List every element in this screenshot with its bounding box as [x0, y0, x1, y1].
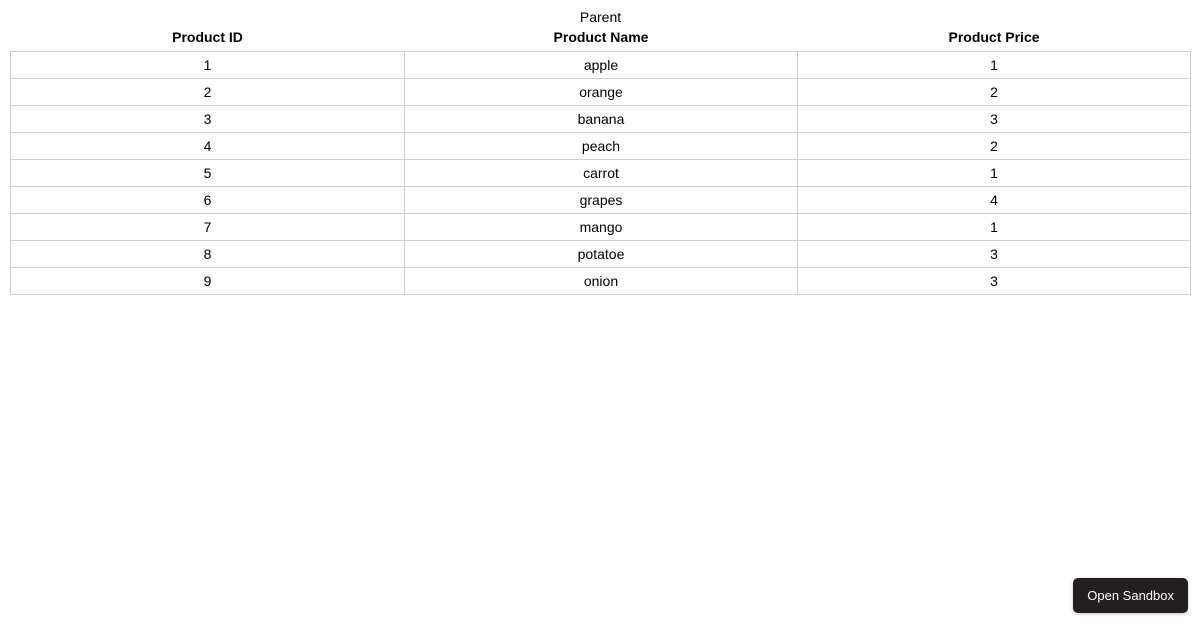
- cell-product-id: 3: [11, 106, 405, 133]
- cell-product-id: 6: [11, 187, 405, 214]
- cell-product-price: 1: [798, 160, 1191, 187]
- table-row: [11, 160, 1191, 187]
- cell-product-name: banana: [405, 106, 798, 133]
- cell-product-price: 1: [798, 214, 1191, 241]
- cell-product-price: 4: [798, 187, 1191, 214]
- column-header-product-price: Product Price: [948, 29, 1040, 45]
- cell-product-name: carrot: [405, 160, 798, 187]
- cell-product-id: 2: [11, 79, 405, 106]
- table-row: [11, 241, 1191, 268]
- cell-product-name: onion: [405, 268, 798, 295]
- cell-product-id: 9: [11, 268, 405, 295]
- table-row: [11, 268, 1191, 295]
- cell-product-name: peach: [405, 133, 798, 160]
- table-row: [11, 187, 1191, 214]
- table-caption: Parent: [579, 9, 622, 25]
- cell-product-id: 1: [11, 52, 405, 79]
- table-body: [11, 52, 1191, 295]
- cell-product-price: 3: [798, 241, 1191, 268]
- table-head: [11, 25, 1191, 52]
- cell-product-price: 3: [798, 106, 1191, 133]
- table-row: [11, 214, 1191, 241]
- cell-product-name: grapes: [405, 187, 798, 214]
- cell-product-id: 4: [11, 133, 405, 160]
- cell-product-price: 2: [798, 133, 1191, 160]
- cell-product-price: 2: [798, 79, 1191, 106]
- table-row: [11, 79, 1191, 106]
- cell-product-id: 5: [11, 160, 405, 187]
- table-row: [11, 106, 1191, 133]
- cell-product-name: apple: [405, 52, 798, 79]
- product-table: [10, 0, 1191, 295]
- column-header-product-id: Product ID: [172, 29, 243, 45]
- cell-product-name: potatoe: [405, 241, 798, 268]
- cell-product-price: 3: [798, 268, 1191, 295]
- table-header-row: [11, 25, 1191, 52]
- table-row: [11, 133, 1191, 160]
- cell-product-name: orange: [405, 79, 798, 106]
- cell-product-id: 7: [11, 214, 405, 241]
- cell-product-name: mango: [405, 214, 798, 241]
- table-row: [11, 52, 1191, 79]
- cell-product-price: 1: [798, 52, 1191, 79]
- column-header-product-name: Product Name: [553, 29, 649, 45]
- cell-product-id: 8: [11, 241, 405, 268]
- open-sandbox-button[interactable]: Open Sandbox: [1073, 578, 1188, 613]
